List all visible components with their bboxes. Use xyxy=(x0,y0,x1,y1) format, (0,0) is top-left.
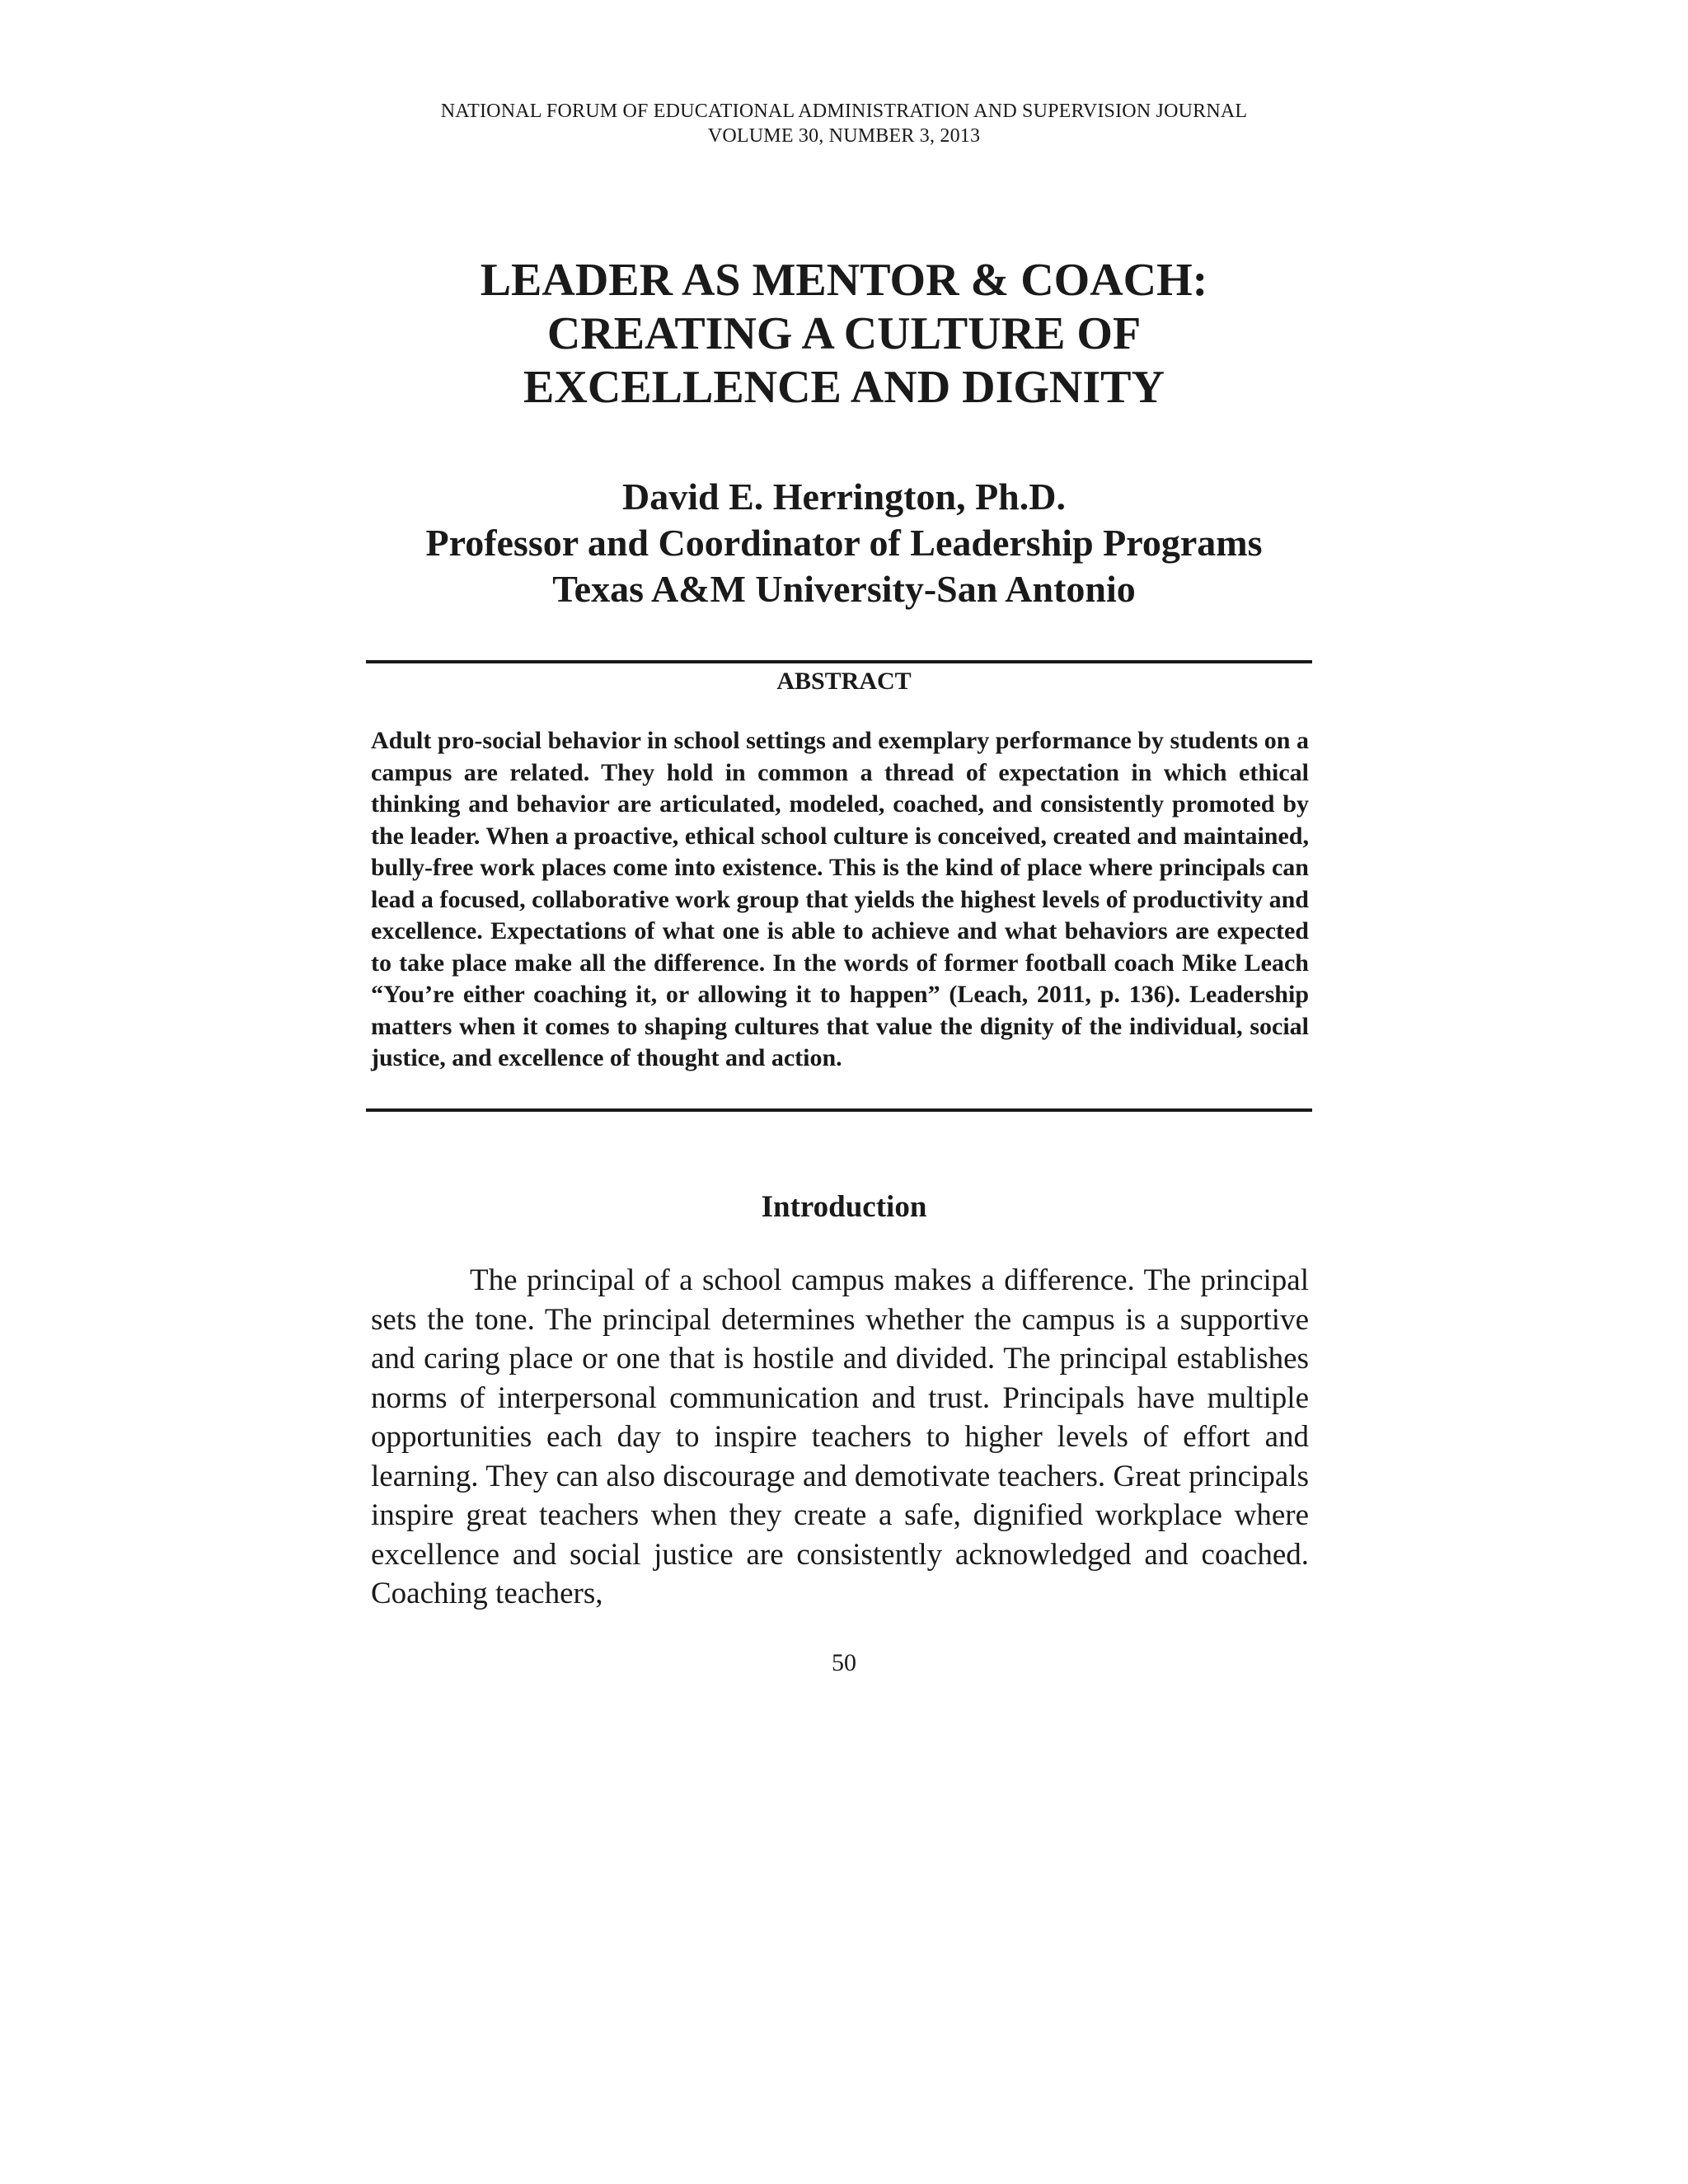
page-number: 50 xyxy=(832,1649,856,1676)
article-title xyxy=(0,254,1688,415)
abstract-text: Adult pro-social behavior in school settings and exemplary performance by students on a campus are related. They hold in common a thread of expectation in which ethical thinking and behavior are articulated, modeled, coached, and consistently promoted by the leader. When a proactive, ethical school culture is conceived, created and maintained, bully-free work places come into existence. This is the kind of place where principals can lead a focused, collaborative work group that yields the highest levels of productivity and excellence. Expectations of what one is able to achieve and what behaviors are expected to take place make all the difference. In the words of former football coach Mike Leach “You’re either coaching it, or allowing it to happen” (Leach, 2011, p. 136). Leadership matters when it comes to shaping cultures that value the dignity of the individual, social justice, and excellence of thought and action. xyxy=(371,727,1309,1071)
journal-name: NATIONAL FORUM OF EDUCATIONAL ADMINISTRATION AND SUPERVISION JOURNAL xyxy=(440,101,1248,122)
running-header xyxy=(0,99,1688,148)
author-block xyxy=(0,474,1688,612)
abstract-bottom-rule xyxy=(366,1108,1312,1112)
abstract-top-rule xyxy=(366,660,1312,663)
author-name: David E. Herrington, Ph.D. xyxy=(622,476,1066,518)
author-affiliation: Texas A&M University-San Antonio xyxy=(552,568,1136,610)
title-line-1: LEADER AS MENTOR & COACH: xyxy=(480,255,1208,306)
title-line-2: CREATING A CULTURE OF xyxy=(546,308,1142,359)
title-line-3: EXCELLENCE AND DIGNITY xyxy=(523,362,1165,413)
author-position: Professor and Coordinator of Leadership Programs xyxy=(425,522,1263,564)
introduction-heading: Introduction xyxy=(761,1190,927,1224)
volume-info: VOLUME 30, NUMBER 3, 2013 xyxy=(707,125,981,147)
introduction-paragraph: The principal of a school campus makes a difference. The principal sets the tone. The principal determines whether the campus is a supportive and caring place or one that is hostile and divided. The principal establishes norms of interpersonal communication and trust. Principals have multiple opportunities each day to inspire teachers to higher levels of effort and learning. They can also discourage and demotivate teachers. Great principals inspire great teachers when they create a safe, dignified workplace where excellence and social justice are consistently acknowledged and coached. Coaching teachers, xyxy=(371,1263,1309,1610)
abstract-heading: ABSTRACT xyxy=(776,668,912,695)
